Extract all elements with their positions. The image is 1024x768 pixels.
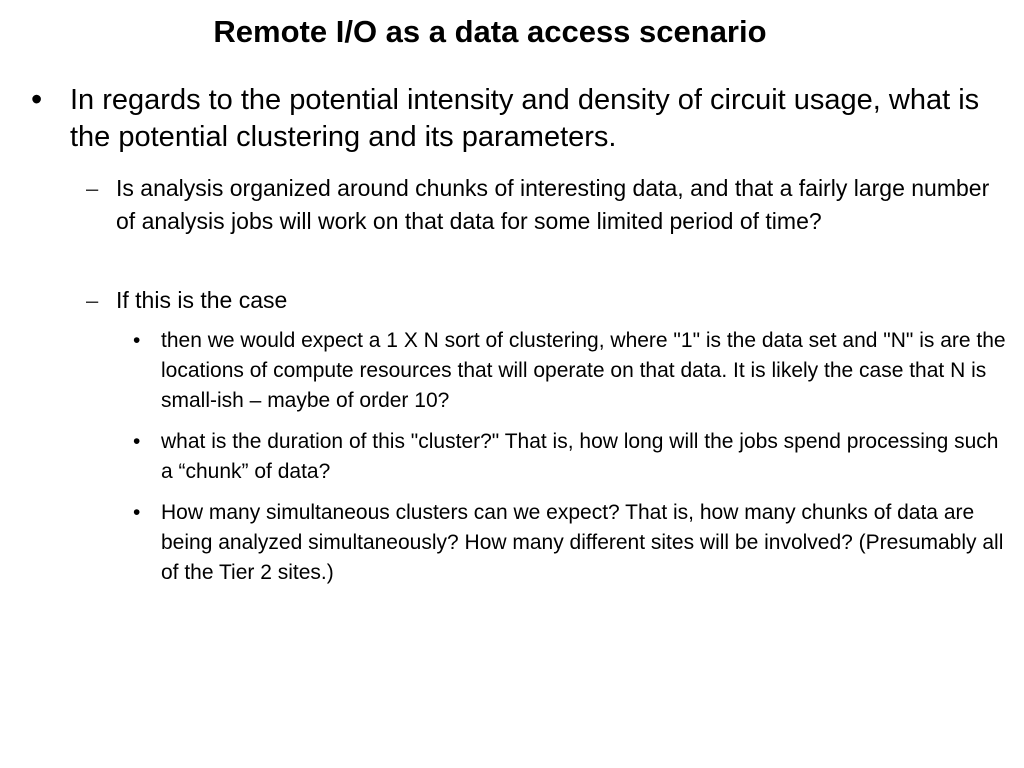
main-bullet-text: In regards to the potential intensity and density of circuit usage, what is the potential clustering and its parameters. [70, 84, 980, 153]
slide-title: Remote I/O as a data access scenario [213, 14, 767, 49]
bullet-icon: • [31, 81, 43, 117]
dash-icon: – [86, 176, 99, 201]
small-bullet-icon: • [133, 430, 141, 453]
sub-sub-bullet-text: then we would expect a 1 X N sort of clustering, where "1" is the data set and "N" is are the locations of compute resources that will operate on that data. It is likely the case that N is small-ish – maybe of order 10? [161, 329, 1006, 412]
sub-sub-bullet-text: what is the duration of this "cluster?" That is, how long will the jobs spend processing such a “chunk” of data? [161, 430, 999, 483]
dash-icon: – [86, 288, 99, 313]
sub-sub-bullet-text: How many simultaneous clusters can we expect? That is, how many chunks of data are being analyzed simultaneously? How many different sites will be involved? (Presumably all of the Tier 2 sites.) [161, 501, 1004, 584]
sub-bullet-text: Is analysis organized around chunks of interesting data, and that a fairly large number of analysis jobs will work on that data for some limited period of time? [116, 175, 990, 234]
sub-bullet-text: If this is the case [116, 287, 288, 313]
small-bullet-icon: • [133, 329, 141, 352]
small-bullet-icon: • [133, 501, 141, 524]
